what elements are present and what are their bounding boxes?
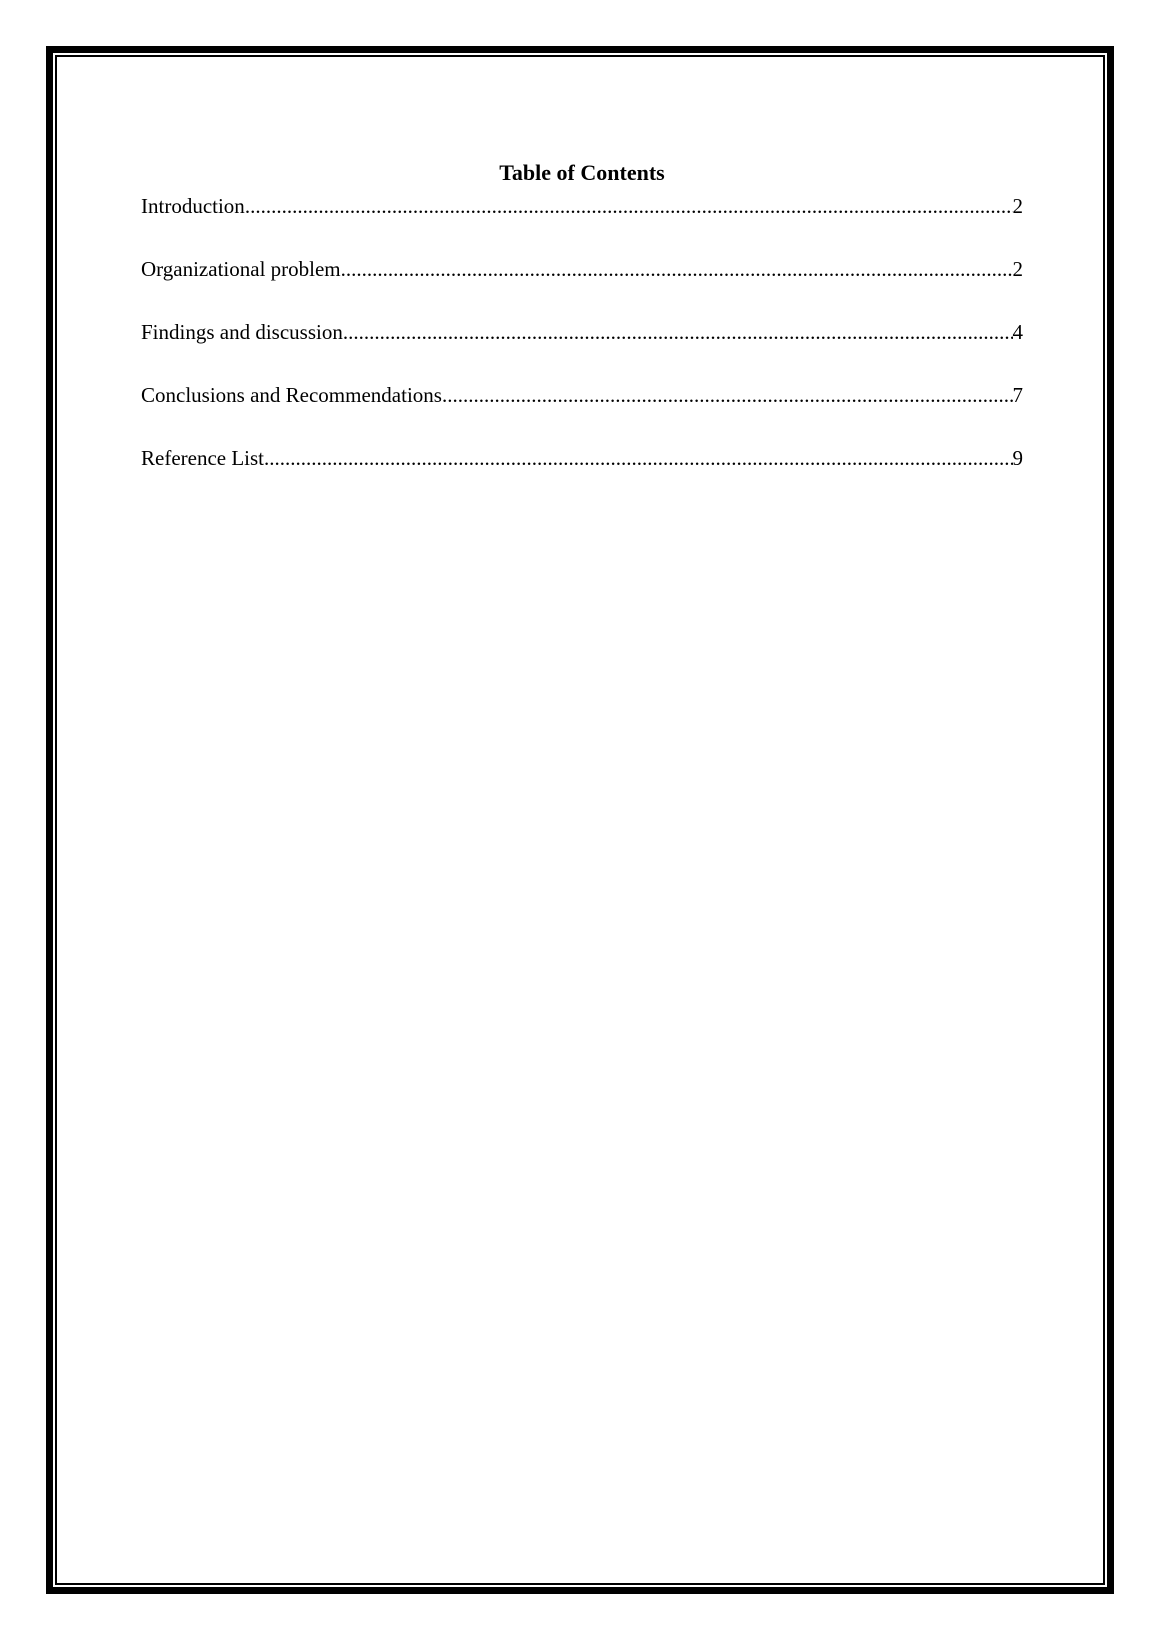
toc-entry-label: Introduction [141, 194, 245, 218]
toc-entry-page-number: 7 [1012, 383, 1023, 407]
toc-title: Table of Contents [499, 160, 665, 185]
toc-dot-leader [264, 444, 1012, 472]
toc-entry-findings-and-discussion[interactable] [141, 318, 1023, 346]
table-of-contents [141, 160, 1023, 507]
toc-entry-label: Findings and discussion [141, 320, 343, 344]
toc-entry-label: Reference List [141, 446, 265, 470]
toc-entry-label: Organizational problem [141, 257, 341, 281]
toc-entry-conclusions-and-recommendations[interactable] [141, 381, 1023, 409]
toc-entry-introduction[interactable] [141, 192, 1023, 220]
toc-entry-organizational-problem[interactable] [141, 255, 1023, 283]
toc-dot-leader [341, 255, 1013, 283]
toc-dot-leader [343, 318, 1013, 346]
toc-entry-page-number: 2 [1012, 194, 1023, 218]
toc-entry-page-number: 9 [1012, 446, 1023, 470]
toc-entry-label: Conclusions and Recommendations [141, 383, 442, 407]
toc-entry-reference-list[interactable] [141, 444, 1023, 472]
toc-entry-page-number: 4 [1012, 320, 1023, 344]
toc-dot-leader [442, 381, 1013, 409]
toc-list [141, 192, 1023, 472]
toc-dot-leader [245, 192, 1013, 220]
toc-entry-page-number: 2 [1012, 257, 1023, 281]
